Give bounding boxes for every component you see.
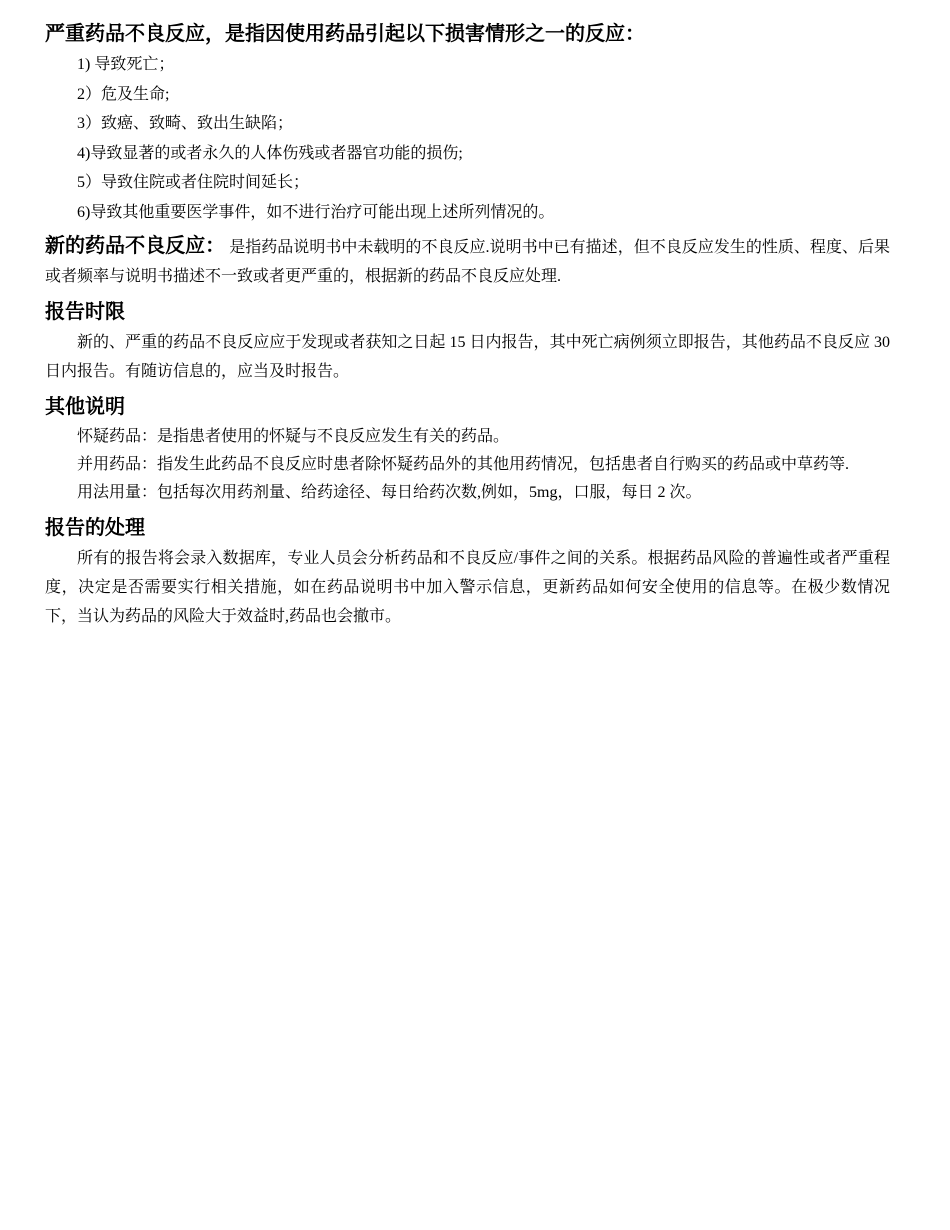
list-item: 5）导致住院或者住院时间延长； [77, 174, 310, 191]
list-item: 3）致癌、致畸、致出生缺陷； [77, 115, 294, 132]
other-notes-list [45, 423, 890, 507]
new-adr-paragraph [45, 231, 890, 291]
deadline-heading: 报告时限 [45, 299, 125, 323]
new-adr-heading: 新的药品不良反应： [45, 233, 226, 257]
list-item: 1) 导致死亡； [77, 56, 175, 73]
list-item: 6)导致其他重要医学事件，如不进行治疗可能出现上述所列情况的。 [77, 203, 555, 221]
deadline-paragraph: 新的、严重的药品不良反应应于发现或者获知之日起 15 日内报告，其中死亡病例须立即报告，其他药品不良反应 30 日内报告。有随访信息的，应当及时报告。 [45, 334, 890, 380]
list-item: 2）危及生命; [77, 85, 170, 103]
note-concomitant-drug: 并用药品：指发生此药品不良反应时患者除怀疑药品外的其他用药情况，包括患者自行购买的药品或中草药等. [77, 456, 850, 473]
document-page [45, 18, 890, 631]
handling-heading: 报告的处理 [45, 515, 145, 539]
new-adr-text: 是指药品说明书中未载明的不良反应.说明书中已有描述，但不良反应发生的性质、程度、后果或者频率与说明书描述不一致或者更严重的，根据新的药品不良反应处理. [45, 239, 891, 285]
handling-paragraph: 所有的报告将会录入数据库，专业人员会分析药品和不良反应/事件之间的关系。根据药品风险的普遍性或者严重程度，决定是否需要实行相关措施，如在药品说明书中加入警示信息，更新药品如何安全使用的信息等。在极少数情况下，当认为药品的风险大于效益时,药品也会撤市。 [45, 550, 890, 625]
note-suspected-drug: 怀疑药品：是指患者使用的怀疑与不良反应发生有关的药品。 [77, 428, 510, 445]
note-dosage: 用法用量：包括每次用药剂量、给药途径、每日给药次数,例如，5mg，口服，每日 2 次。 [77, 484, 702, 501]
other-notes-heading: 其他说明 [45, 394, 125, 418]
list-item: 4)导致显著的或者永久的人体伤残或者器官功能的损伤; [77, 144, 463, 162]
serious-adr-list [45, 50, 890, 227]
serious-adr-heading: 严重药品不良反应，是指因使用药品引起以下损害情形之一的反应： [45, 21, 645, 45]
